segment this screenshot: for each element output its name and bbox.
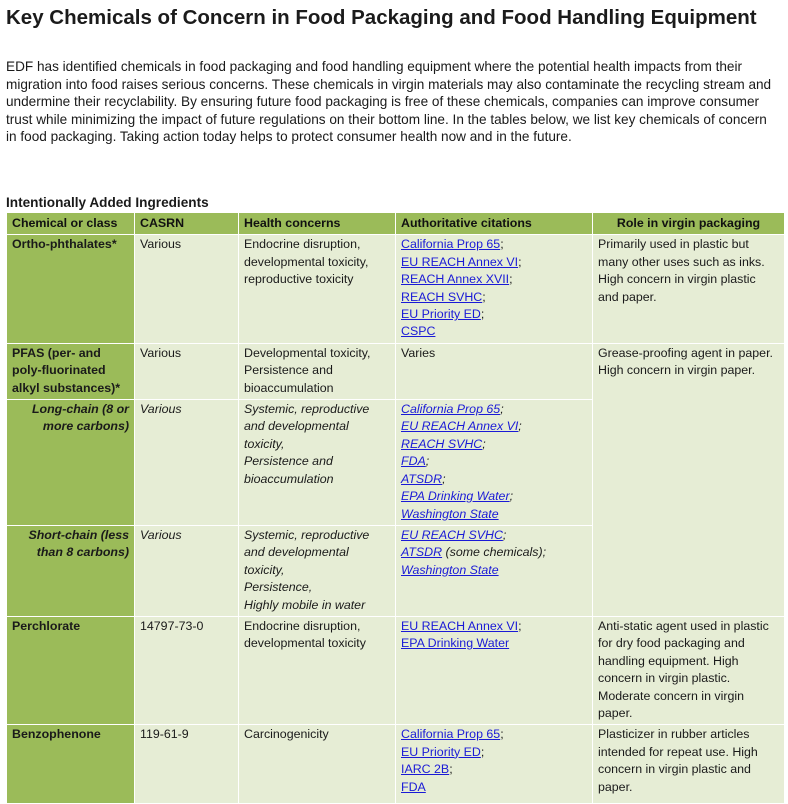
citations-cell: EU REACH Annex VI; EPA Drinking Water [396, 616, 593, 724]
citation-link[interactable]: EU REACH Annex VI [401, 419, 519, 434]
header-citations: Authoritative citations [396, 213, 593, 235]
citation-link[interactable]: ATSDR [401, 471, 443, 486]
intro-paragraph: EDF has identified chemicals in food packaging and food handling equipment where the potential health impacts from their migration into food raises serious concerns. These chemicals in virgin materials may also contaminate the recycling stream and undermine their recyclability. By ensuring future food packaging is free of these chemicals, companies can improve consumer trust while minimizing the impact of future regulations on their bottom line. In the tables below, we list key chemicals of concern in food packaging. Taking action today helps to protect consumer health now and in the future. [6, 59, 772, 145]
citation-link[interactable]: EU REACH SVHC [401, 527, 503, 542]
citations-cell: EU REACH SVHC; ATSDR (some chemicals); Washington State [396, 525, 593, 616]
role-cell: Grease-proofing agent in paper. High concern in virgin paper. [593, 343, 785, 616]
citation-link[interactable]: FDA [401, 454, 426, 469]
citation-link[interactable]: EU REACH Annex VI [401, 254, 519, 269]
health-cell: Carcinogenicity [239, 725, 396, 804]
chemical-cell: PFAS (per- and poly-fluorinated alkyl substances)* [7, 343, 135, 399]
casrn-cell: Various [135, 343, 239, 399]
citation-link[interactable]: FDA [401, 779, 426, 794]
citation-link[interactable]: EU Priority ED [401, 744, 481, 759]
section-title: Intentionally Added Ingredients [6, 195, 209, 210]
citations-cell: Varies [396, 343, 593, 399]
table-row [7, 343, 785, 399]
health-cell [239, 525, 396, 616]
citation-link[interactable]: Washington State [401, 562, 499, 577]
health-cell: Endocrine disruption, developmental toxicity, reproductive toxicity [239, 235, 396, 343]
casrn-cell: Various [135, 525, 239, 616]
casrn-cell: Various [135, 235, 239, 343]
chemical-cell: Benzophenone [7, 725, 135, 804]
role-cell: Primarily used in plastic but many other uses such as inks. High concern in virgin plastic and paper. [593, 235, 785, 343]
citation-link[interactable]: EU Priority ED [401, 307, 481, 322]
citation-link[interactable]: Washington State [401, 506, 499, 521]
table-row [7, 725, 785, 804]
citation-link[interactable]: California Prop 65 [401, 402, 501, 417]
header-chemical: Chemical or class [7, 213, 135, 235]
health-line: Systemic, reproductive and developmental toxicity, [244, 402, 370, 451]
citation-link[interactable]: California Prop 65 [401, 237, 501, 252]
header-casrn: CASRN [135, 213, 239, 235]
health-line: Highly mobile in water [244, 597, 366, 612]
casrn-cell: 14797-73-0 [135, 616, 239, 724]
health-cell: Endocrine disruption, developmental toxicity [239, 616, 396, 724]
citation-note: (some chemicals) [442, 545, 543, 560]
chemical-cell: Ortho-phthalates* [7, 235, 135, 343]
citations-cell: California Prop 65; EU Priority ED; IARC 2B; FDA [396, 725, 593, 804]
table-header-row [7, 213, 785, 235]
header-health: Health concerns [239, 213, 396, 235]
table-row [7, 235, 785, 343]
role-cell: Anti-static agent used in plastic for dry food packaging and handling equipment. High concern in virgin plastic. Moderate concern in virgin paper. [593, 616, 785, 724]
citation-link[interactable]: CSPC [401, 324, 436, 339]
citation-link[interactable]: IARC 2B [401, 762, 450, 777]
chemical-cell: Perchlorate [7, 616, 135, 724]
chemical-subclass-cell: Long-chain (8 or more carbons) [7, 400, 135, 526]
casrn-cell: 119-61-9 [135, 725, 239, 804]
citations-cell: California Prop 65; EU REACH Annex VI; REACH SVHC; FDA; ATSDR; EPA Drinking Water; Washington State [396, 400, 593, 526]
health-line: Persistence, [244, 580, 313, 595]
health-line: Systemic, reproductive and developmental toxicity, [244, 527, 370, 577]
health-cell: Developmental toxicity, Persistence and bioaccumulation [239, 343, 396, 399]
citation-link[interactable]: EPA Drinking Water [401, 636, 510, 651]
health-line: Persistence and bioaccumulation [244, 454, 334, 486]
citation-link[interactable]: REACH Annex XVII [401, 272, 510, 287]
citations-cell: California Prop 65; EU REACH Annex VI; REACH Annex XVII; REACH SVHC; EU Priority ED; CSPC [396, 235, 593, 343]
chemical-subclass-cell: Short-chain (less than 8 carbons) [7, 525, 135, 616]
citation-link[interactable]: EPA Drinking Water [401, 489, 510, 504]
role-cell: Plasticizer in rubber articles intended for repeat use. High concern in virgin plastic and paper. [593, 725, 785, 804]
chemicals-table [6, 212, 785, 804]
casrn-cell: Various [135, 400, 239, 526]
citation-link[interactable]: California Prop 65 [401, 727, 501, 742]
header-role: Role in virgin packaging [593, 213, 785, 235]
citation-link[interactable]: EU REACH Annex VI [401, 618, 519, 633]
citation-link[interactable]: REACH SVHC [401, 289, 483, 304]
page-title: Key Chemicals of Concern in Food Packaging and Food Handling Equipment [6, 6, 757, 29]
health-cell [239, 400, 396, 526]
citation-link[interactable]: REACH SVHC [401, 436, 483, 451]
citation-link[interactable]: ATSDR [401, 545, 443, 560]
table-row [7, 616, 785, 724]
